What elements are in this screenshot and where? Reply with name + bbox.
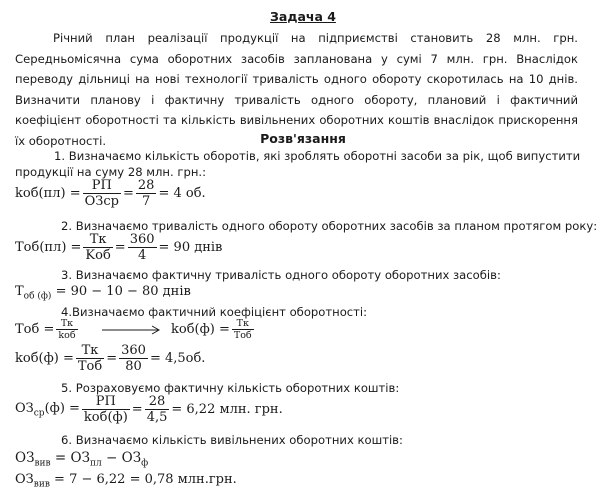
step4-f2-num: Тк — [232, 318, 254, 330]
step5-result: = 6,22 млн. грн. — [171, 402, 283, 417]
step2-formula — [15, 232, 222, 263]
step2-fraction-1 — [83, 232, 112, 263]
step6-l2-a-sub: вив — [33, 479, 50, 490]
step6-formula-2 — [15, 472, 237, 490]
step2-result: = 90 днів — [158, 240, 223, 255]
step5-den1: kоб(ф) — [83, 410, 128, 425]
step1-text-line1: 1. Визначаємо кількість оборотів, які зроблять оборотні засоби за рік, щоб випустити — [54, 149, 581, 163]
step4-f1-num: Тк — [56, 318, 77, 330]
step5-fraction-1 — [82, 394, 130, 425]
step4-f3-result: = 4,5об. — [149, 351, 206, 366]
step1-fraction-1 — [83, 178, 121, 209]
step2-text: 2. Визначаємо тривалість одного обороту оборотних засобів за планом протягом року: — [61, 219, 598, 233]
step2-den2: 4 — [137, 248, 147, 263]
step6-l2-rest: = 7 − 6,22 = 0,78 млн.грн. — [54, 472, 237, 487]
step4-f2-den: Тоб — [233, 330, 252, 341]
step1-eq: = — [123, 186, 134, 201]
step4-f3-fraction-1 — [76, 343, 104, 374]
step6-l1-c: − ОЗ — [106, 450, 142, 466]
step3-formula — [15, 284, 191, 302]
step3-text: 3. Визначаємо фактичну тривалість одного обороту оборотних засобів: — [61, 268, 501, 282]
step4-f1-fraction — [56, 318, 77, 341]
step4-f3-num1: Тк — [76, 343, 104, 359]
step1-den1: ОЗср — [84, 194, 119, 209]
step5-fraction-2 — [145, 394, 170, 425]
step3-lhs-sub: об (ф) — [23, 291, 52, 302]
task-title: Задача 4 — [270, 9, 336, 24]
step5-lhs-main: ОЗ — [15, 400, 34, 416]
step2-eq: = — [114, 240, 126, 255]
step5-formula — [15, 394, 283, 425]
step1-num2: 28 — [137, 178, 155, 193]
step2-num2: 360 — [129, 232, 155, 247]
step4-text: 4.Визначаємо фактичний коефіцієнт оборотності: — [61, 305, 368, 319]
step5-text: 5. Розраховуємо фактичну кількість оборотних коштів: — [61, 381, 400, 395]
step4-f2-fraction — [232, 318, 254, 341]
step1-text-line2: продукції на суму 28 млн. грн.: — [15, 165, 206, 179]
step5-lhs-tail: (ф) = — [44, 400, 80, 416]
step2-num1: Тк — [83, 232, 112, 248]
step2-lhs: Тоб(пл) = — [15, 240, 82, 255]
step1-lhs: kоб(пл) = — [15, 186, 81, 201]
step4-f3-den2: 80 — [125, 359, 142, 374]
step4-f3-num2: 360 — [121, 343, 146, 358]
step6-text: 6. Визначаємо кількість вивільнених оборотних коштів: — [61, 433, 403, 447]
step5-den2: 4,5 — [146, 410, 168, 425]
step5-num2: 28 — [145, 394, 170, 410]
step5-num1: РП — [82, 394, 130, 410]
step4-f3-fraction-2 — [119, 343, 148, 374]
step4-f3-lhs: kоб(ф) = — [15, 351, 74, 366]
problem-statement: Річний план реалізації продукції на підприємстві становить 28 млн. грн. Середньомісячна сума оборотних засобів запланована у сумі 7 млн. грн. Внаслідок переводу дільниці на нові технології тривалість одного обороту скоротилась на 10 днів. Визначити планову і фактичну тривалість одного обороту, плановий і фактичний коефіцієнт оборотності та кількість вивільнених оборотних коштів внаслідок прискорення їх оборотності. — [15, 31, 578, 148]
step6-l1-b-sub: пл — [90, 458, 102, 469]
arrow-icon — [100, 324, 164, 336]
step3-rhs: = 90 − 10 − 80 днів — [55, 284, 191, 299]
step5-eq: = — [131, 402, 143, 417]
step6-formula-1 — [15, 450, 148, 469]
step3-lhs-main: Т — [15, 284, 24, 299]
step1-formula — [15, 178, 206, 209]
step1-result: = 4 об. — [158, 186, 206, 201]
step1-fraction-2 — [136, 178, 157, 209]
step4-f1-lhs: Тоб = — [15, 322, 55, 337]
step2-den1: Kоб — [85, 248, 111, 263]
step5-lhs-sub: ср — [33, 408, 45, 419]
solution-heading: Розв'язання — [260, 131, 346, 146]
step5-lhs — [15, 401, 80, 419]
step6-l1-b: = ОЗ — [54, 450, 91, 466]
step6-l1-c-sub: ф — [141, 458, 149, 469]
step1-num1: РП — [83, 178, 121, 194]
step4-formula-3 — [15, 343, 205, 374]
step1-den2: 7 — [142, 194, 151, 209]
step2-fraction-2 — [128, 232, 157, 263]
step6-l1-a: ОЗ — [15, 450, 35, 466]
step4-f3-eq: = — [106, 351, 118, 366]
step6-l2-a: ОЗ — [15, 472, 34, 487]
step4-f3-den1: Тоб — [77, 359, 103, 374]
step4-f1-den: kоб — [58, 330, 76, 341]
step6-l1-a-sub: вив — [34, 458, 51, 469]
step4-formula-2 — [171, 318, 256, 341]
step4-f2-lhs: kоб(ф) = — [171, 322, 230, 337]
step4-formula-1 — [15, 318, 80, 341]
